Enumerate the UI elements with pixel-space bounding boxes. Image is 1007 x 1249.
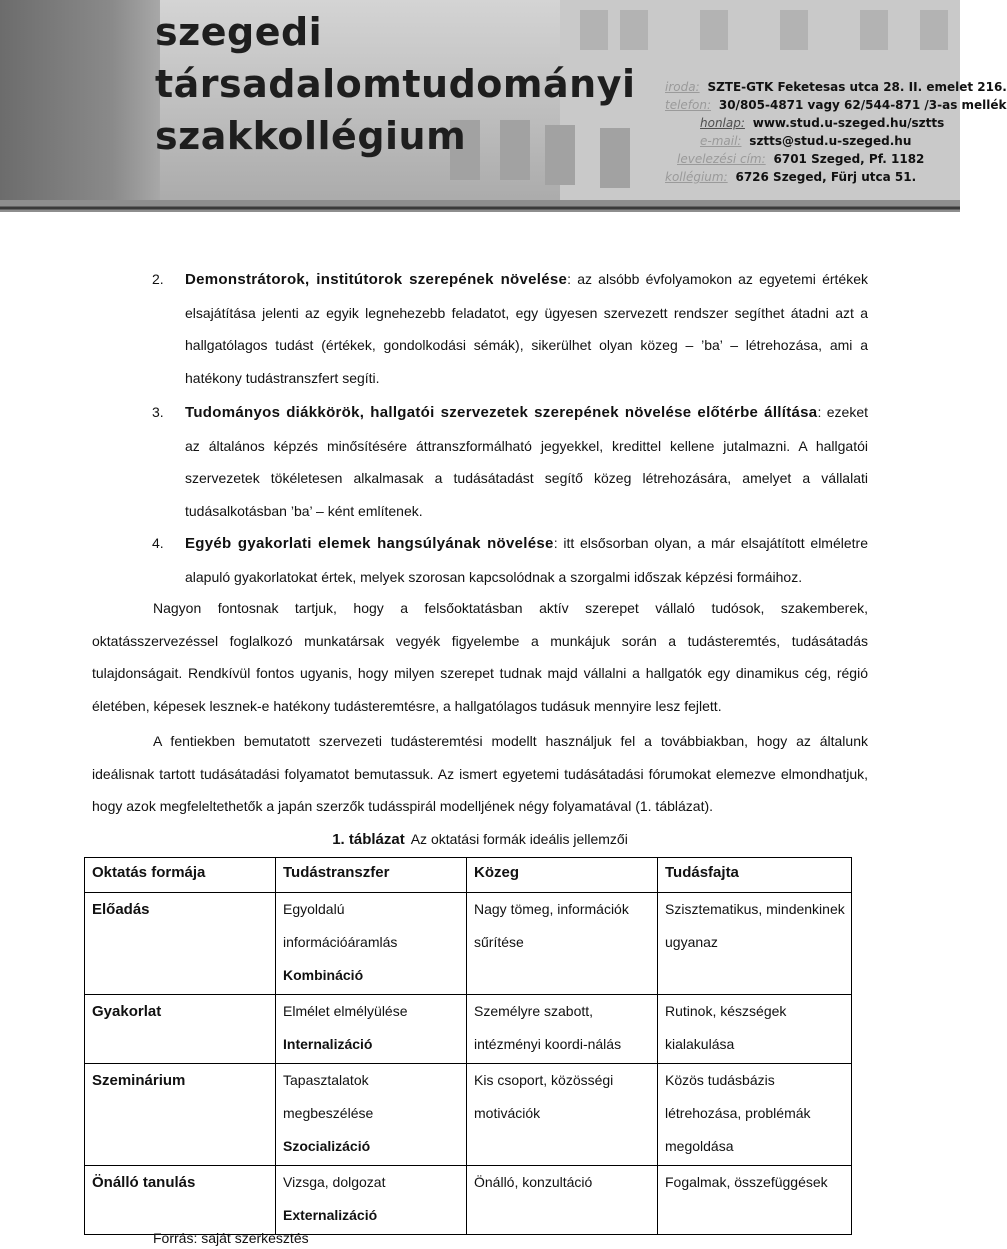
item-highlight: Tudományos diákkörök, hallgatói szervezetek szerepének növelése előtérbe állítása <box>185 404 818 421</box>
contact-label: iroda: <box>665 80 700 94</box>
transfer-cell <box>276 995 467 1064</box>
organization-title <box>155 6 636 162</box>
transfer-cell <box>276 893 467 995</box>
contact-office <box>665 78 1007 96</box>
table-header-row <box>85 858 852 893</box>
contact-value: www.stud.u-szeged.hu/sztts <box>752 116 945 130</box>
contact-homepage <box>665 114 955 132</box>
item-text <box>185 396 868 527</box>
knowledge-cell: Közös tudásbázis létrehozása, problémák megoldása <box>658 1064 852 1166</box>
item-highlight: Egyéb gyakorlati elemek hangsúlyának növelése <box>185 535 554 552</box>
medium-cell: Személyre szabott, intézményi koordi-nálás <box>467 995 658 1064</box>
transfer-text: Elmélet elmélyülése <box>283 1003 408 1019</box>
contact-value: 6726 Szeged, Fürj utca 51. <box>735 170 917 184</box>
education-forms-table <box>84 857 852 1235</box>
form-cell: Előadás <box>85 893 276 995</box>
transfer-text: Vizsga, dolgozat <box>283 1174 386 1190</box>
item-number: 2. <box>152 271 164 287</box>
contact-dormitory <box>665 168 955 186</box>
title-line-1: szegedi <box>155 10 323 54</box>
item-text <box>185 527 868 593</box>
contact-value: 30/805-4871 vagy 62/544-871 /3-as mellék <box>718 98 1007 112</box>
list-item <box>92 527 868 593</box>
title-line-2: társadalomtudományi <box>155 62 636 106</box>
list-item <box>92 396 868 527</box>
contact-label: e-mail: <box>700 134 742 148</box>
table-row <box>85 1064 852 1166</box>
form-cell: Önálló tanulás <box>85 1166 276 1235</box>
header-cell: Közeg <box>467 858 658 893</box>
item-body: : ezeket az általános képzés minősítésére áttranszformálható jegyekkel, kredittel kellene jutalmazni. A hallgatói szervezetek tökéletesen alkalmasak a tudásátadást segítő közeg létrehozására, amelyet a vállalati tudásalkotásban ’ba’ – ként említenek. <box>185 404 869 519</box>
item-highlight: Demonstrátorok, institútorok szerepének növelése <box>185 271 568 288</box>
table-row <box>85 995 852 1064</box>
contact-block <box>665 78 1007 186</box>
body-paragraph: A fentiekben bemutatott szervezeti tudásteremtési modellt használjuk fel a továbbiakban, hogy az általunk ideálisnak tartott tudásátadási folyamatot bemutassuk. Az ismert egyetemi tudásátadási fórumokat elemezve elmondhatjuk, hogy azok megfeleltethetők a japán szerzők tudásspirál modelljének négy folyamatával (1. táblázat). <box>92 733 868 814</box>
table-row <box>85 893 852 995</box>
transfer-mode: Externalizáció <box>283 1207 378 1223</box>
knowledge-cell: Fogalmak, összefüggések <box>658 1166 852 1235</box>
header-cell: Oktatás formája <box>85 858 276 893</box>
form-cell: Gyakorlat <box>85 995 276 1064</box>
caption-text: Az oktatási formák ideális jellemzői <box>410 831 628 847</box>
header-cell: Tudásfajta <box>658 858 852 893</box>
table-source: Forrás: saját szerkesztés <box>153 1230 309 1246</box>
transfer-text: Tapasztalatok megbeszélése <box>283 1072 374 1121</box>
contact-value: 6701 Szeged, Pf. 1182 <box>773 152 925 166</box>
knowledge-cell: Rutinok, készségek kialakulása <box>658 995 852 1064</box>
medium-cell: Önálló, konzultáció <box>467 1166 658 1235</box>
list-item <box>92 263 868 394</box>
transfer-text: Egyoldalú információáramlás <box>283 901 398 950</box>
table-row <box>85 1166 852 1235</box>
contact-value: SZTE-GTK Feketesas utca 28. II. emelet 216. <box>707 80 1007 94</box>
transfer-mode: Szocializáció <box>283 1138 371 1154</box>
form-cell: Szeminárium <box>85 1064 276 1166</box>
contact-phone <box>665 96 1007 114</box>
transfer-mode: Internalizáció <box>283 1036 373 1052</box>
item-body: : az alsóbb évfolyamokon az egyetemi értékek elsajátítása jelenti az egyik legnehezebb feladatot, egy ügyesen szervezett rendszer segíthet átadni azt a hallgatólagos tudást (értékek, gondolkodási sémák), sikerülhet olyan közeg – ’ba’ – létrehozása, ami a hatékony tudástranszfert segíti. <box>185 271 868 386</box>
contact-postal <box>665 150 955 168</box>
contact-label: kollégium: <box>665 170 728 184</box>
title-line-3: szakkollégium <box>155 114 467 158</box>
knowledge-cell: Szisztematikus, mindenkinek ugyanaz <box>658 893 852 995</box>
item-body: : itt elsősorban olyan, a már elsajátított elméletre alapuló gyakorlatokat értek, melyek szorosan kapcsolódnak a szorgalmi időszak képzési formáihoz. <box>185 535 868 585</box>
contact-email <box>665 132 955 150</box>
table-caption <box>0 825 960 854</box>
contact-label: honlap: <box>700 116 745 130</box>
transfer-cell <box>276 1064 467 1166</box>
header-banner <box>0 0 1007 212</box>
item-number: 4. <box>152 535 164 551</box>
medium-cell: Nagy tömeg, információk sűrítése <box>467 893 658 995</box>
transfer-cell <box>276 1166 467 1235</box>
body-paragraph: Nagyon fontosnak tartjuk, hogy a felsőoktatásban aktív szerepet vállaló tudósok, szakemberek, oktatásszervezéssel foglalkozó munkatársak vegyék figyelembe a munkájuk során a tudásteremtés, tudásátadás tulajdonságait. Rendkívül fontos ugyanis, hogy milyen szerepet tudnak majd vállalni a hallgatók egy dinamikus cég, régió életében, képesek lesznek-e hatékony tudásteremtésre, a hallgatólagos tudásuk mennyire lesz fejlett. <box>92 600 868 714</box>
item-number: 3. <box>152 404 164 420</box>
contact-label: levelezési cím: <box>677 152 766 166</box>
header-cell: Tudástranszfer <box>276 858 467 893</box>
contact-label: telefon: <box>665 98 712 112</box>
medium-cell: Kis csoport, közösségi motivációk <box>467 1064 658 1166</box>
item-text <box>185 263 868 394</box>
contact-value: sztts@stud.u-szeged.hu <box>749 134 912 148</box>
caption-number: 1. táblázat <box>332 831 405 848</box>
transfer-mode: Kombináció <box>283 967 364 983</box>
